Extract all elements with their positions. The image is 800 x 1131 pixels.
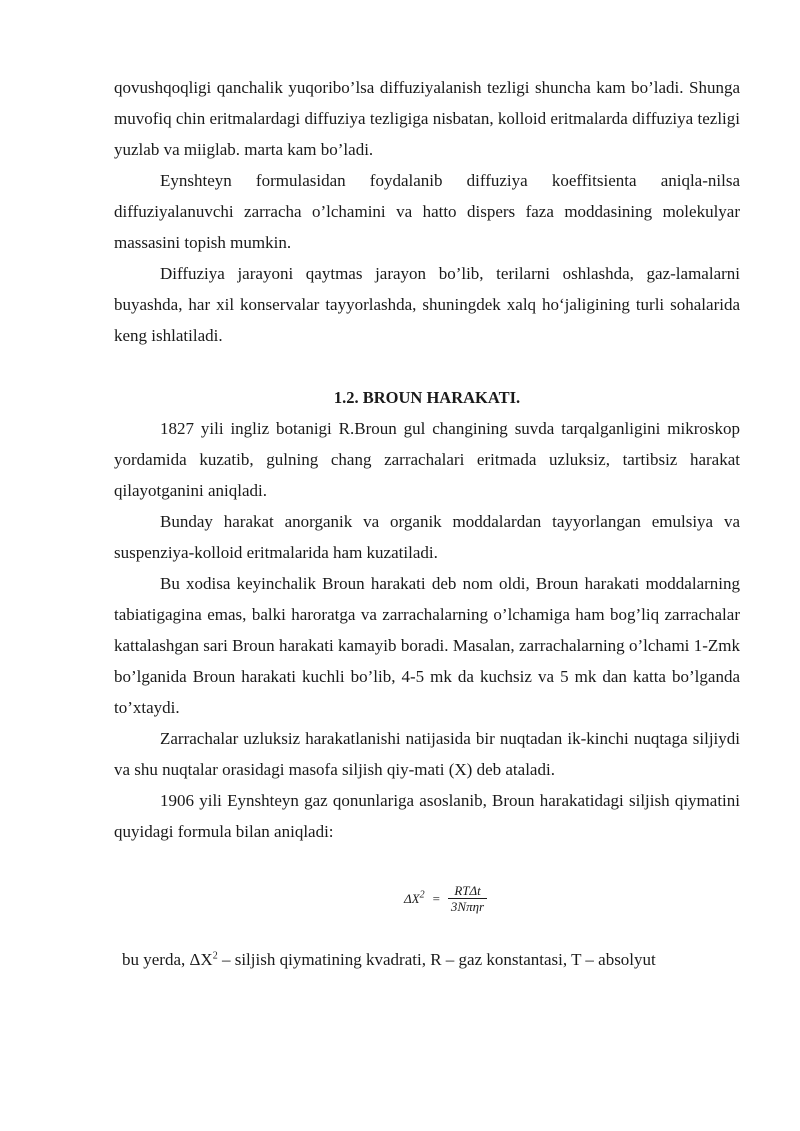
definitions-prefix: bu yerda, ΔX	[122, 950, 213, 969]
paragraph: 1906 yili Eynshteyn gaz qonunlariga asoslanib, Broun harakatidagi siljish qiymatini quyidagi formula bilan aniqladi:	[114, 791, 740, 841]
formula-numerator: RTΔt	[454, 883, 481, 898]
formula-block	[114, 847, 740, 934]
paragraph: 1827 yili ingliz botanigi R.Broun gul changining suvda tarqalganligini mikroskop yordamida kuzatib, gulning chang zarrachalari eritmada uzluksiz, tartibsiz harakat qilayotganini aniqladi.	[114, 419, 740, 500]
paragraph: Bu xodisa keyinchalik Broun harakati deb nom oldi, Broun harakati moddalarning tabiatigagina emas, balki haroratga va zarrachalarning o’lchamiga ham bog’liq zarrachalar kattalashgan sari Broun harakati kamayib boradi. Masalan, zarrachalarning o’lchami 1-Zmk bo’lganida Broun harakati kuchli bo’lib, 4-5 mk da kuchsiz va 5 mk dan katta bo’lganda to’xtaydi.	[114, 574, 740, 717]
paragraph: Zarrachalar uzluksiz harakatlanishi natijasida bir nuqtadan ik-kinchi nuqtaga siljiydi va shu nuqtalar orasidagi masofa siljish qiy-mati (X) deb ataladi.	[114, 729, 740, 779]
paragraph: Eynshteyn formulasidan foydalanib diffuziya koeffitsienta aniqla-nilsa diffuziyalanuvchi zarracha o’lchamini va hatto dispers faza moddasining molekulyar massasini topish mumkin.	[114, 171, 740, 252]
paragraph: Diffuziya jarayoni qaytmas jarayon bo’lib, terilarni oshlashda, gaz-lamalarni buyashda, har xil konservalar tayyorlashda, shuningdek xalq ho‘jaligining turli sohalarida keng ishlatiladi.	[114, 264, 740, 345]
paragraph: Bunday harakat anorganik va organik moddalardan tayyorlangan emulsiya va suspenziya-kolloid eritmalarida ham kuzatiladi.	[114, 512, 740, 562]
document-page	[114, 72, 740, 975]
formula-lhs-base: ΔX	[404, 891, 420, 906]
formula-denominator: 3Nπηr	[448, 898, 487, 914]
definitions-exponent: 2	[212, 950, 218, 962]
definitions-rest: – siljish qiymatining kvadrati, R – gaz konstantasi, T – absolyut	[217, 950, 656, 969]
paragraph-definitions	[114, 944, 740, 975]
section-heading: 1.2. BROUN HARAKATI.	[333, 388, 521, 407]
einstein-formula	[404, 883, 487, 914]
formula-equals: =	[432, 891, 440, 906]
formula-lhs-exponent: 2	[419, 889, 425, 901]
paragraph: qovushqoqligi qanchalik yuqoribo’lsa diffuziyalanish tezligi shuncha kam bo’ladi. Shunga muvofiq chin eritmalardagi diffuziya tezligiga nisbatan, kolloid eritmalarda diffuziya tezligi yuzlab va miiglab. marta kam bo’ladi.	[114, 78, 740, 159]
formula-fraction	[448, 883, 487, 914]
formula-lhs	[404, 883, 425, 914]
